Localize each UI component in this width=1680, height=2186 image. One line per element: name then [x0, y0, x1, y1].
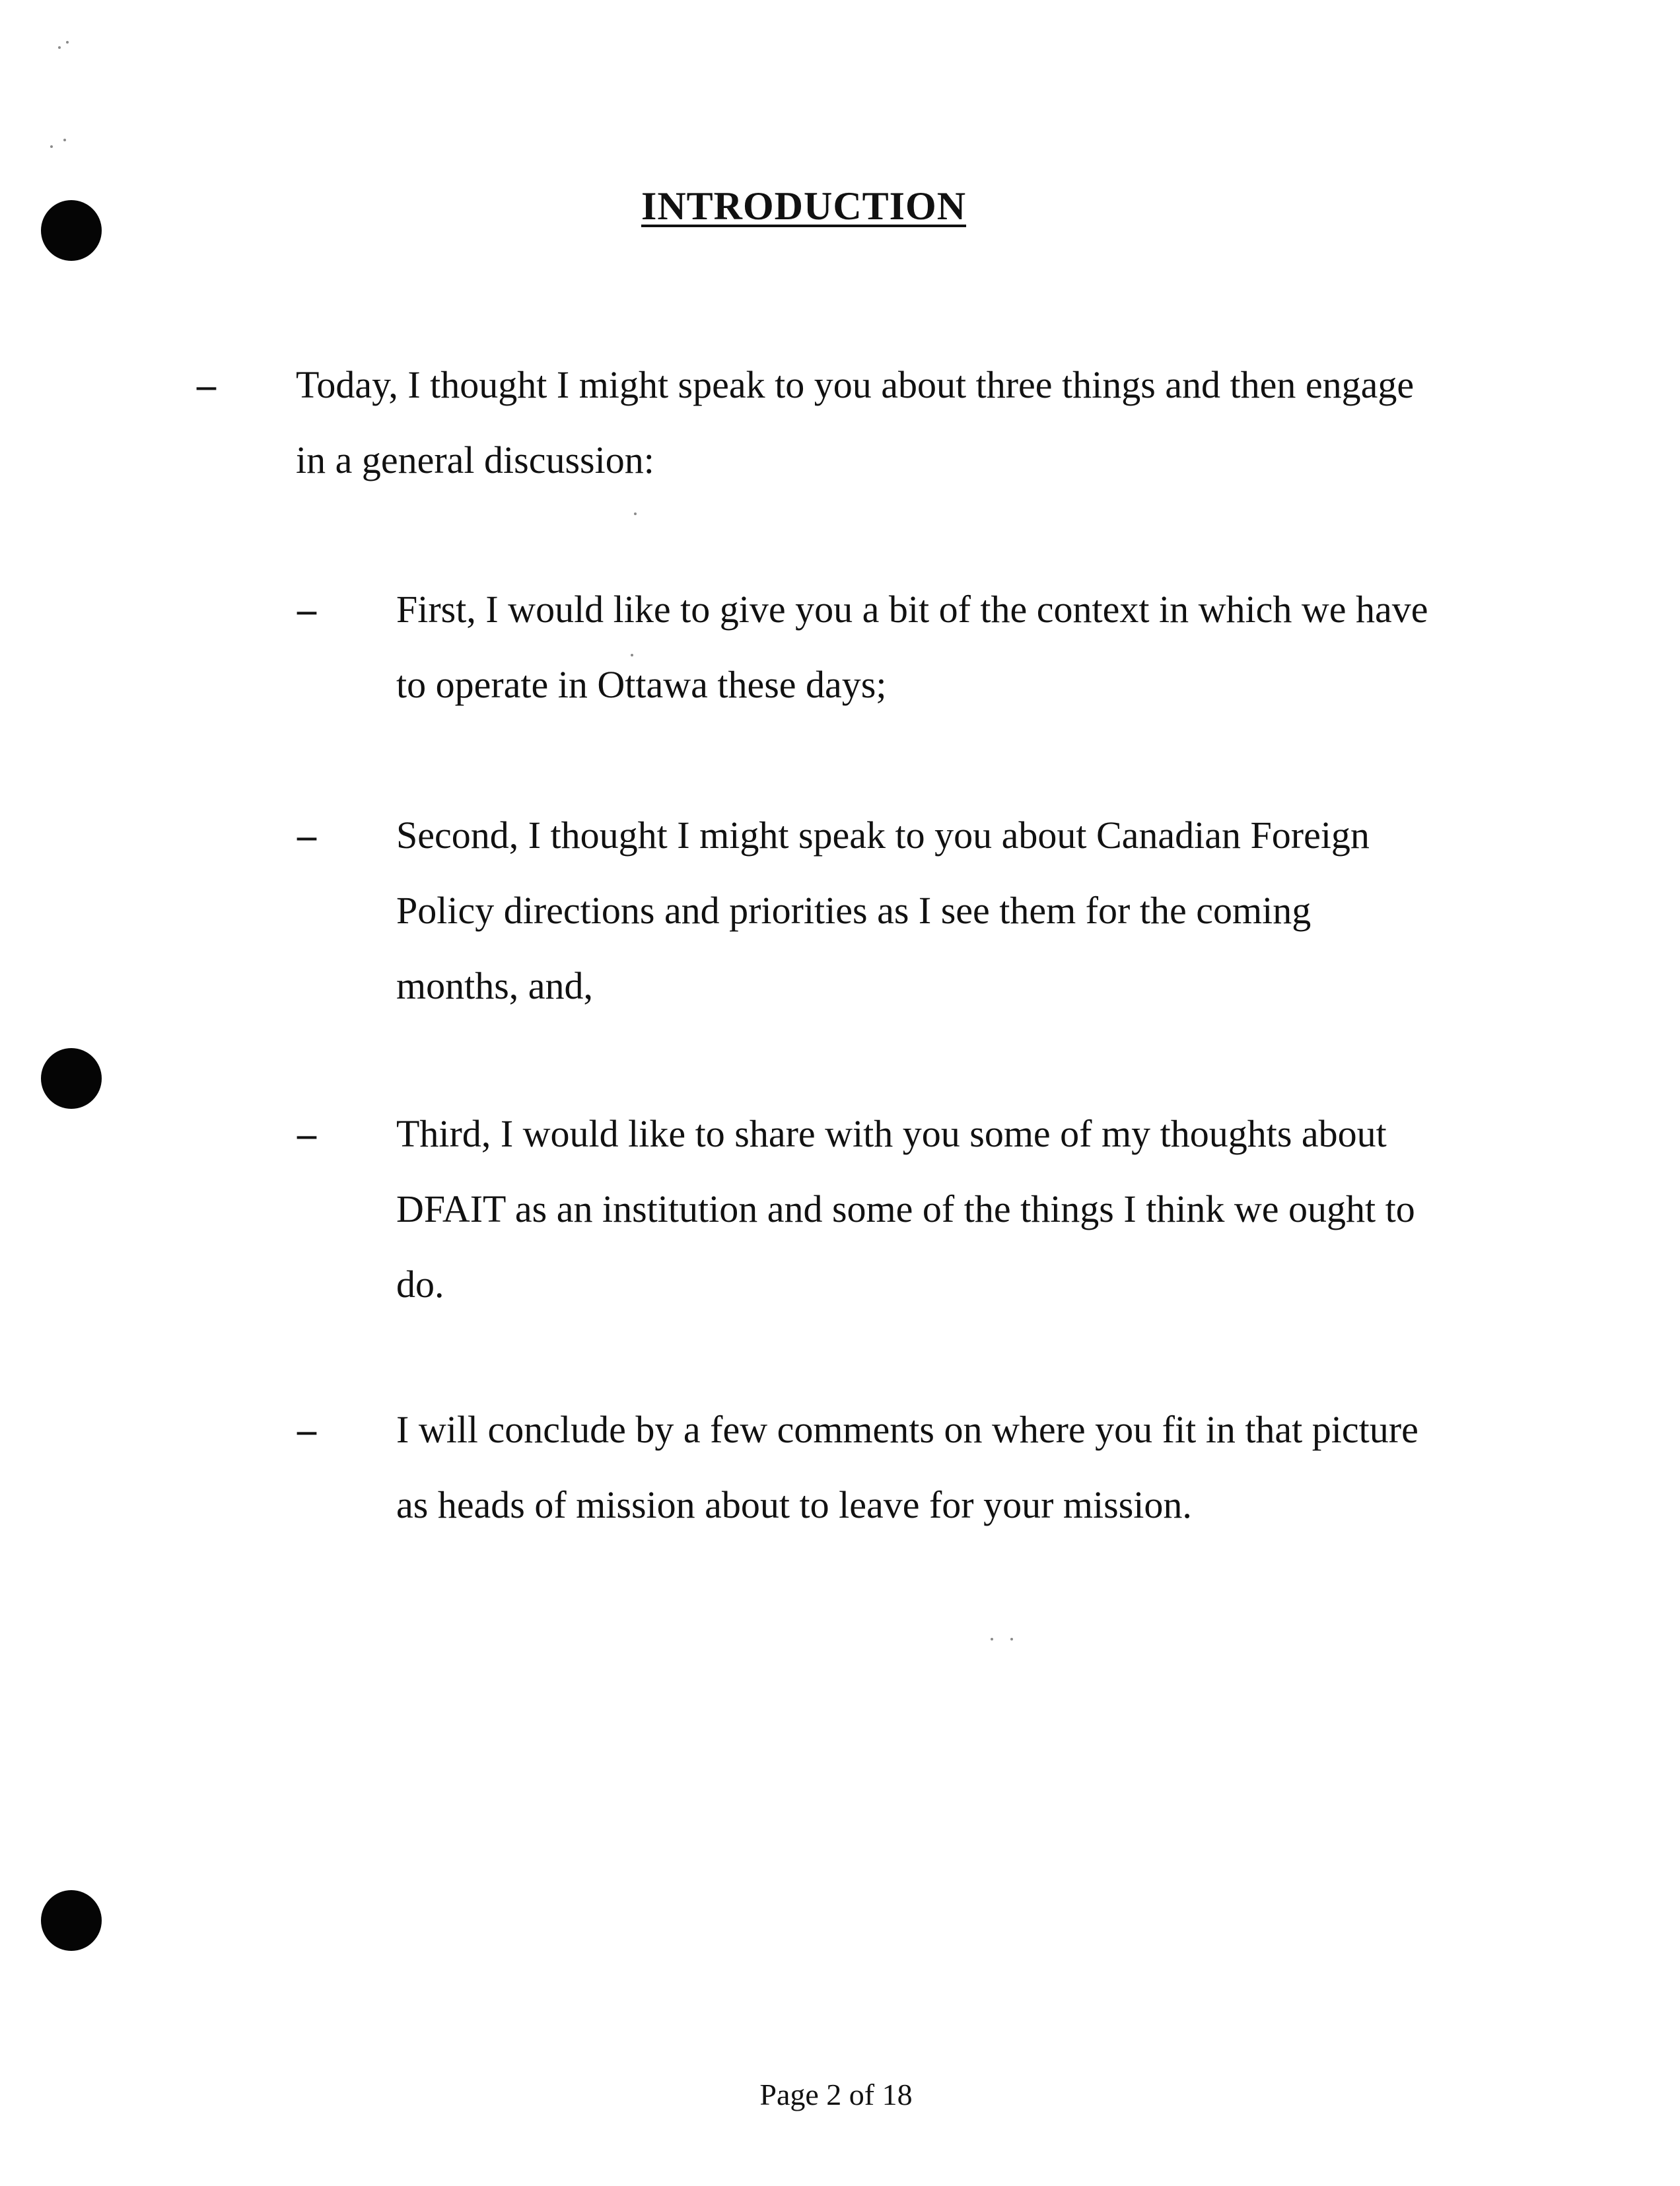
- list-item-first: First, I would like to give you a bit of the context in which we have to operate in Ottawa these days;: [396, 588, 1428, 706]
- page-title-text: INTRODUCTION: [641, 184, 967, 228]
- bullet-dash: –: [197, 363, 216, 406]
- list-item-third: Third, I would like to share with you some of my thoughts about DFAIT as an institution and some of the things I think we ought to do.: [396, 1112, 1415, 1306]
- scan-speck: [991, 1638, 993, 1640]
- list-item-second: Second, I thought I might speak to you about Canadian Foreign Policy directions and priorities as I see them for the coming months, and,: [396, 814, 1370, 1007]
- page-title: [0, 184, 1680, 229]
- scan-speck: [634, 512, 637, 515]
- scan-speck: [58, 46, 61, 49]
- bullet-dash: –: [297, 588, 316, 631]
- scan-speck: [63, 139, 66, 141]
- scan-speck: [1010, 1638, 1013, 1640]
- binder-hole: [41, 1890, 102, 1951]
- page-footer: [0, 2077, 1680, 2112]
- scan-speck: [50, 145, 53, 148]
- list-item-conclusion: I will conclude by a few comments on where you fit in that picture as heads of mission about to leave for your mission.: [396, 1408, 1418, 1526]
- scan-speck: [66, 41, 69, 44]
- binder-hole: [41, 1048, 102, 1109]
- bullet-dash: –: [297, 1112, 316, 1155]
- bullet-dash: –: [297, 1408, 316, 1451]
- page-number: Page 2 of 18: [759, 2078, 913, 2111]
- bullet-dash: –: [297, 814, 316, 857]
- intro-paragraph: Today, I thought I might speak to you about three things and then engage in a general discussion:: [296, 363, 1415, 481]
